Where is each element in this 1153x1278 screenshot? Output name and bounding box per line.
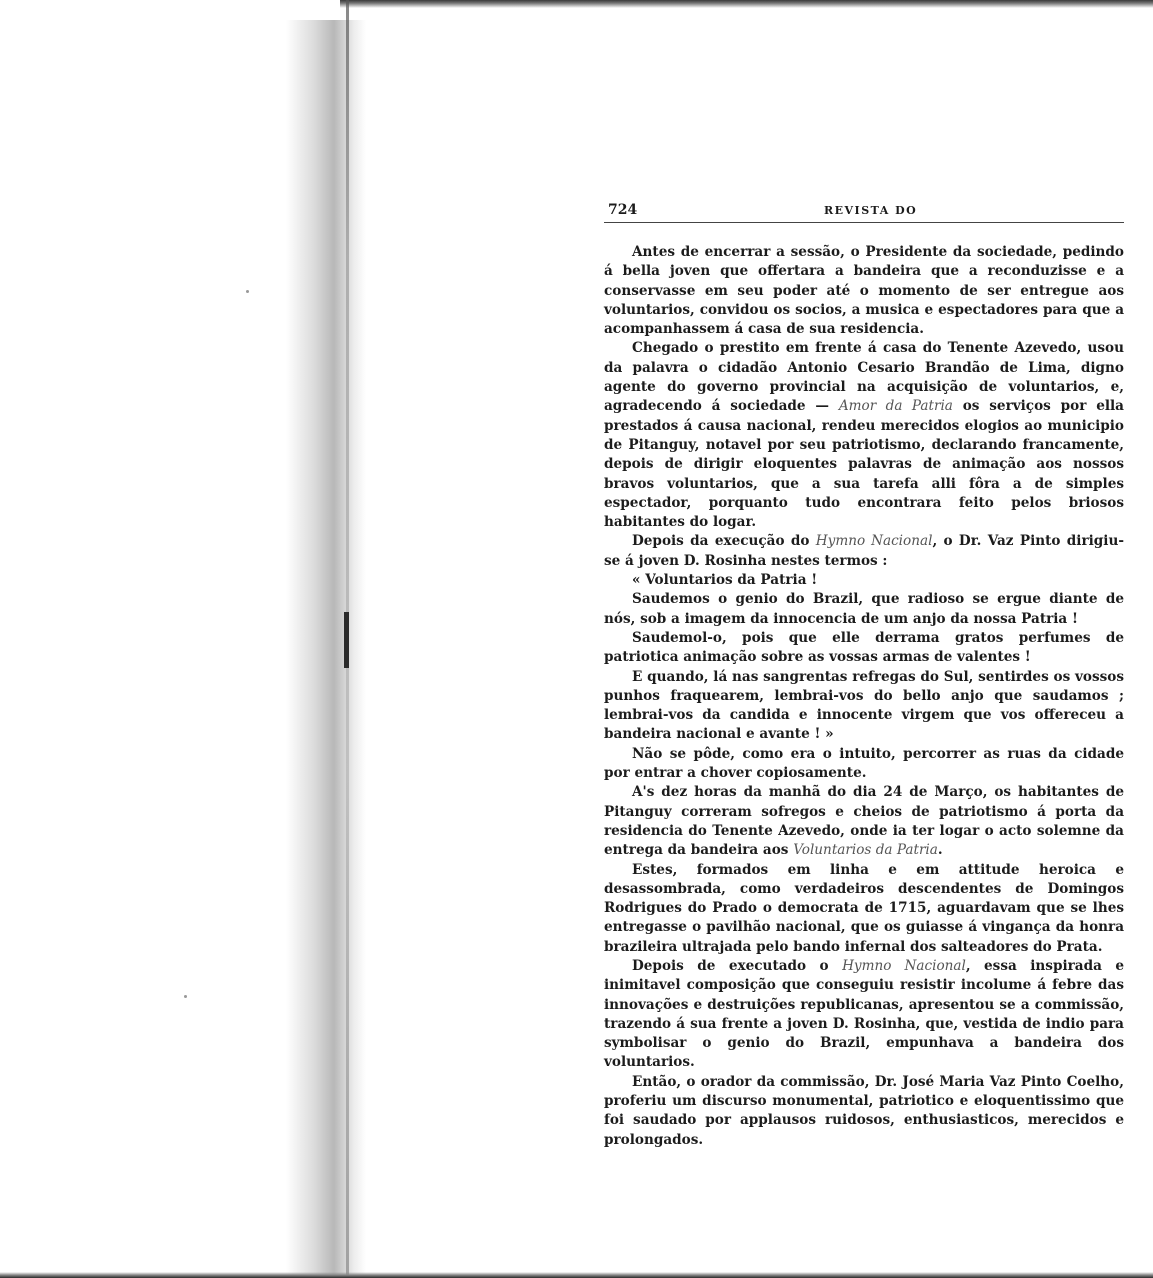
gutter-mark	[344, 612, 349, 668]
paragraph	[604, 861, 1124, 957]
running-head: REVISTA DO	[824, 204, 918, 217]
book-page	[604, 200, 1124, 1150]
scan-speck	[246, 290, 249, 293]
paragraph-text: « Voluntarios da Patria !	[632, 572, 818, 589]
paragraph-text: , o Dr. Vaz Pinto dirigiu-se á joven D. Rosinha nestes termos :	[604, 533, 1124, 569]
paragraph	[604, 571, 1124, 590]
paragraph	[604, 783, 1124, 860]
page-header	[604, 200, 1124, 223]
paragraph-text: Chegado o prestito em frente á casa do Tenente Azevedo, usou da palavra o cidadão Antonio Cesario Brandão de Lima, digno agente do governo provincial na acquisição de voluntarios, e, agradecendo á sociedade —	[604, 340, 1124, 415]
paragraph-text: Depois de executado o	[632, 957, 843, 974]
italic-title: Voluntarios da Patria	[793, 842, 938, 859]
paragraph-text: Estes, formados em linha e em attitude heroica e desassombrada, como verdadeiros descendentes de Domingos Rodrigues do Prado o democrata de 1715, aguardavam que se lhes entregasse o pavilhão nacional, que os guiasse á vingança da honra brazileira ultrajada pelo bando infernal dos salteadores do Prata.	[604, 861, 1124, 955]
paragraph	[604, 745, 1124, 784]
paragraph	[604, 339, 1124, 532]
paragraph-text: os serviços por ella prestados á causa nacional, rendeu merecidos elogios ao municipio de Pitanguy, notavel por seu patriotismo, declarando francamente, depois de dirigir eloquentes palavras de animação aos nossos bravos voluntarios, que a sua tarefa alli fôra a de simples espectador, porquanto tudo encontrara feito pelos briosos habitantes do logar.	[604, 398, 1124, 531]
paragraph-text: Não se pôde, como era o intuito, percorrer as ruas da cidade por entrar a chover copiosamente.	[604, 745, 1124, 782]
paragraph-text: Saudemos o genio do Brazil, que radioso se ergue diante de nós, sob a imagem da innocencia de um anjo da nossa Patria !	[604, 591, 1124, 627]
paragraph-text: Então, o orador da commissão, Dr. José Maria Vaz Pinto Coelho, proferiu um discurso monumental, patriotico e eloquentissimo que foi saudado por applausos ruidosos, enthusiasticos, merecidos e prolongados.	[604, 1073, 1124, 1148]
paragraph	[604, 957, 1124, 1073]
scan-top-edge	[340, 0, 1153, 8]
paragraph-text: A's dez horas da manhã do dia 24 de Março, os habitantes de Pitanguy correram sofregos e cheios de patriotismo á porta da residencia do Tenente Azevedo, onde ia ter logar o acto solemne da entrega da bandeira aos	[604, 784, 1124, 859]
paragraph-text: Depois da execução do	[632, 533, 816, 550]
scan-speck	[184, 995, 187, 998]
paragraph	[604, 629, 1124, 668]
paragraph	[604, 1073, 1124, 1150]
paragraph-text: E quando, lá nas sangrentas refregas do Sul, sentirdes os vossos punhos fraquearem, lembrai-vos do bello anjo que saudamos ; lembrai-vos da candida e innocente virgem que vos offereceu a bandeira nacional e avante ! »	[604, 668, 1124, 743]
italic-title: Amor da Patria	[838, 398, 953, 415]
book-gutter-shadow	[286, 20, 366, 1278]
italic-title: Hymno Nacional	[842, 957, 966, 974]
page-number: 724	[608, 202, 638, 218]
paragraph-text: .	[937, 842, 943, 859]
paragraph-text: , essa inspirada e inimitavel composição que conseguiu resistir incolume á febre das innovações e destruições republicanas, apresentou se a commissão, trazendo á sua frente a joven D. Rosinha, que, vestida de indio para symbolisar o genio do Brazil, empunhava a bandeira dos voluntarios.	[604, 957, 1124, 1071]
paragraph	[604, 532, 1124, 571]
scan-bottom-edge	[0, 1272, 1153, 1278]
italic-title: Hymno Nacional	[815, 533, 933, 550]
paragraph-text: Antes de encerrar a sessão, o Presidente da sociedade, pedindo á bella joven que offertara a bandeira que a reconduzisse e a conservasse em seu poder até o momento de ser entregue aos voluntarios, convidou os socios, a musica e espectadores para que a acompanhassem á casa de sua residencia.	[604, 244, 1124, 338]
paragraph	[604, 243, 1124, 339]
paragraph-text: Saudemol-o, pois que elle derrama gratos perfumes de patriotica animação sobre as vossas armas de valentes !	[604, 629, 1124, 666]
paragraph	[604, 590, 1124, 629]
paragraph	[604, 668, 1124, 745]
page-body	[604, 243, 1124, 1150]
